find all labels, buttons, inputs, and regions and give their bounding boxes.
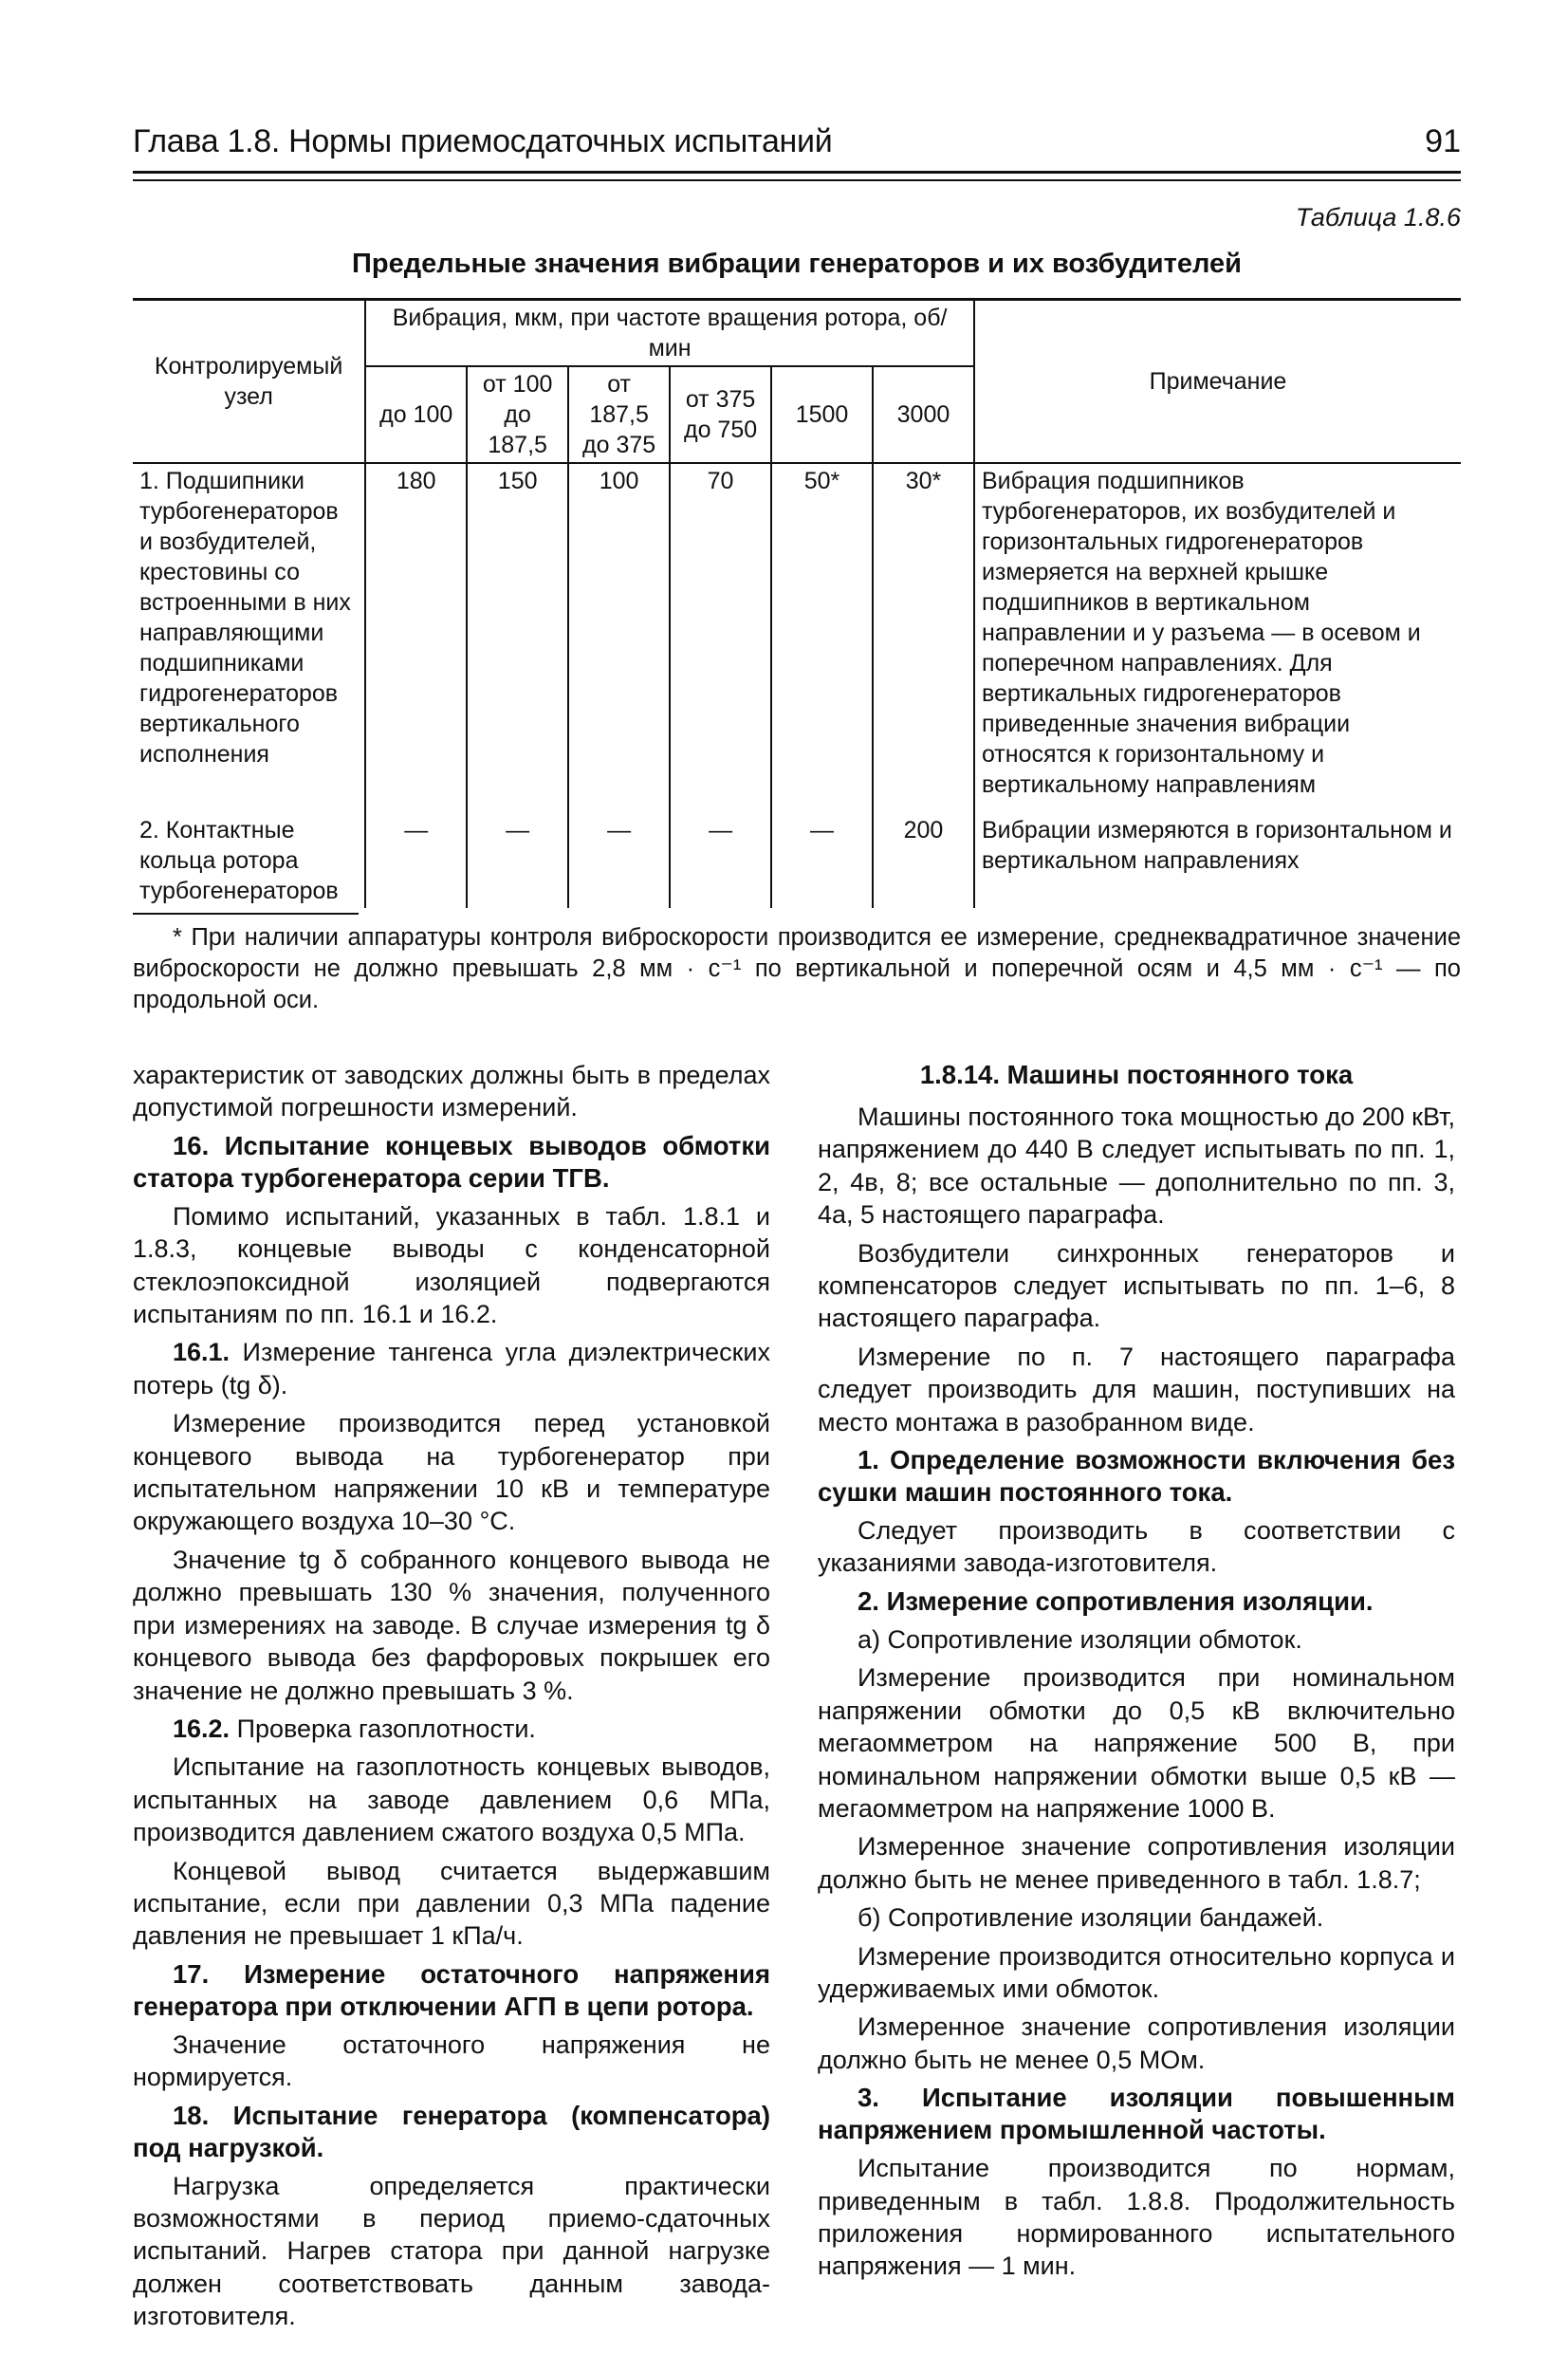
table-caption: Предельные значения вибрации генераторов и их возбудителей (352, 249, 1242, 279)
paragraph: Машины постоянного тока мощностью до 200 кВт, напряжением до 440 В следует испытывать по пп. 1, 2, 4в, 8; все остальные — дополнительно по пп. 3, 4а, 5 настоящего параграфа. (818, 1103, 1455, 1230)
cell-note: Вибрация подшипников турбогенераторов, их возбудителей и горизонтальных гидрогенераторов измеряется на верхней крышке подшипников в вертикальном направлении и у разъема — в осевом и поперечном направлениях. Для вертикальных гидрогенераторов приведенные значения вибрации относятся к горизонтальному и вертикальному направлениям (974, 463, 1461, 802)
cell-value: — (771, 802, 873, 908)
subsection-number: 16.1. (173, 1338, 231, 1367)
paragraph: Следует производить в соответствии с указаниями завода-изготовителя. (818, 1516, 1455, 1578)
paragraph: б) Сопротивление изоляции бандажей. (858, 1903, 1324, 1933)
subsection-title: Измерение тангенса угла диэлектрических потерь (tg δ). (133, 1338, 770, 1399)
cell-value: 50* (771, 463, 873, 802)
header-rule-thin (133, 179, 1461, 181)
cell-value: — (670, 802, 771, 908)
cell-value: 150 (467, 463, 568, 802)
table-row (133, 802, 1461, 908)
table-header-row (133, 300, 1461, 367)
cell-node: 1. Подшипники турбогенераторов и возбудителей, крестовины со встроенными в них направляющими подшипниками гидрогенераторов вертикального исполнения (133, 463, 365, 802)
paragraph: Измерение производится перед установкой концевого вывода на турбогенератор при испытательном напряжении 10 кВ и температуре окружающего воздуха 10–30 °С. (133, 1409, 770, 1536)
paragraph: Измеренное значение сопротивления изоляции должно быть не менее приведенного в табл. 1.8.7; (818, 1832, 1455, 1894)
section-heading: 3. Испытание изоляции повышенным напряжением промышленной частоты. (818, 2083, 1455, 2145)
cell-value: — (467, 802, 568, 908)
running-header (133, 123, 1461, 173)
paragraph: Возбудители синхронных генераторов и компенсаторов следует испытывать по пп. 1–6, 8 настоящего параграфа. (818, 1238, 1455, 1333)
section-heading: 1. Определение возможности включения без сушки машин постоянного тока. (818, 1445, 1455, 1508)
paragraph: Испытание производится по нормам, приведенным в табл. 1.8.8. Продолжительность приложения нормированного испытательного напряжения — 1 мин. (818, 2154, 1455, 2281)
section-heading: 16. Испытание концевых выводов обмотки статора турбогенератора серии ТГВ. (133, 1130, 770, 1193)
section-title: 1.8.14. Машины постоянного тока (919, 1060, 1354, 1089)
cell-node: 2. Контактные кольца ротора турбогенераторов (133, 802, 365, 908)
subsection-heading (133, 1336, 770, 1401)
column-header-speed: от 187,5 до 375 (568, 366, 670, 463)
column-header-node: Контролируемый узел (133, 300, 365, 464)
column-header-note: Примечание (974, 300, 1461, 464)
left-column (133, 1059, 770, 2339)
column-header-speed: до 100 (365, 366, 467, 463)
section-heading: 17. Измерение остаточного напряжения генератора при отключении АГП в цепи ротора. (133, 1958, 770, 2021)
paragraph: Помимо испытаний, указанных в табл. 1.8.1 и 1.8.3, концевые выводы с конденсаторной стеклоэпоксидной изоляцией подвергаются испытаниям по пп. 16.1 и 16.2. (133, 1201, 770, 1329)
section-heading: 18. Испытание генератора (компенсатора) под нагрузкой. (133, 2100, 770, 2162)
subsection-title: Проверка газоплотности. (230, 1714, 536, 1743)
cell-value: 180 (365, 463, 467, 802)
subsection-heading (133, 1713, 770, 1745)
paragraph: Измерение производится при номинальном напряжении обмотки до 0,5 кВ включительно мегаомметром на напряжение 500 В, при номинальном напряжении обмотки выше 0,5 кВ — мегаомметром на напряжение 1000 В. (818, 1663, 1455, 1823)
column-header-speed: от 375 до 750 (670, 366, 771, 463)
column-header-group: Вибрация, мкм, при частоте вращения ротора, об/мин (365, 300, 974, 367)
paragraph: Концевой вывод считается выдержавшим испытание, если при давлении 0,3 МПа падение давления не превышает 1 кПа/ч. (133, 1856, 770, 1951)
cell-value: 30* (873, 463, 974, 802)
column-header-speed: 3000 (873, 366, 974, 463)
paragraph: Испытание на газоплотность концевых выводов, испытанных на заводе давлением 0,6 МПа, производится давлением сжатого воздуха 0,5 МПа. (133, 1752, 770, 1847)
paragraph: а) Сопротивление изоляции обмоток. (858, 1624, 1302, 1654)
cell-value: — (365, 802, 467, 908)
table-label: Таблица 1.8.6 (1295, 203, 1461, 232)
header-rule-thick (133, 171, 1461, 174)
paragraph: Значение tg δ собранного концевого вывода не должно превышать 130 % значения, полученного при измерениях на заводе. В случае измерения tg δ концевого вывода без фарфоровых покрышек его значение не должно превышать 3 %. (133, 1545, 770, 1705)
cell-value: 200 (873, 802, 974, 908)
paragraph: Измеренное значение сопротивления изоляции должно быть не менее 0,5 МОм. (818, 2012, 1455, 2074)
page-number: 91 (1425, 123, 1461, 159)
cell-value: 100 (568, 463, 670, 802)
section-heading: 2. Измерение сопротивления изоляции. (858, 1585, 1374, 1616)
paragraph: Измерение по п. 7 настоящего параграфа следует производить для машин, поступивших на место монтажа в разобранном виде. (818, 1342, 1455, 1436)
paragraph: Измерение производится относительно корпуса и удерживаемых ими обмоток. (818, 1941, 1455, 2003)
paragraph: Нагрузка определяется практически возможностями в период приемо-сдаточных испытаний. Нагрев статора при данной нагрузке должен соответствовать данным завода-изготовителя. (133, 2171, 770, 2331)
vibration-table (133, 298, 1461, 908)
column-header-speed: от 100 до 187,5 (467, 366, 568, 463)
cell-note: Вибрации измеряются в горизонтальном и вертикальном направлениях (974, 802, 1461, 908)
cell-value: — (568, 802, 670, 908)
table-footnote: * При наличии аппаратуры контроля виброскорости производится ее измерение, среднеквадратичное значение виброскорости не должно превышать 2,8 мм · с⁻¹ по вертикальной и поперечной осям и 4,5 мм · с⁻¹ — по продольной оси. (133, 924, 1461, 1013)
chapter-title: Глава 1.8. Нормы приемосдаточных испытаний (133, 123, 833, 159)
footnote-rule (133, 913, 359, 915)
subsection-number: 16.2. (173, 1714, 231, 1743)
cell-value: 70 (670, 463, 771, 802)
paragraph: Значение остаточного напряжения не нормируется. (133, 2030, 770, 2092)
paragraph: характеристик от заводских должны быть в пределах допустимой погрешности измерений. (133, 1061, 770, 1122)
right-column (818, 1059, 1455, 2289)
column-header-speed: 1500 (771, 366, 873, 463)
table-row (133, 463, 1461, 802)
